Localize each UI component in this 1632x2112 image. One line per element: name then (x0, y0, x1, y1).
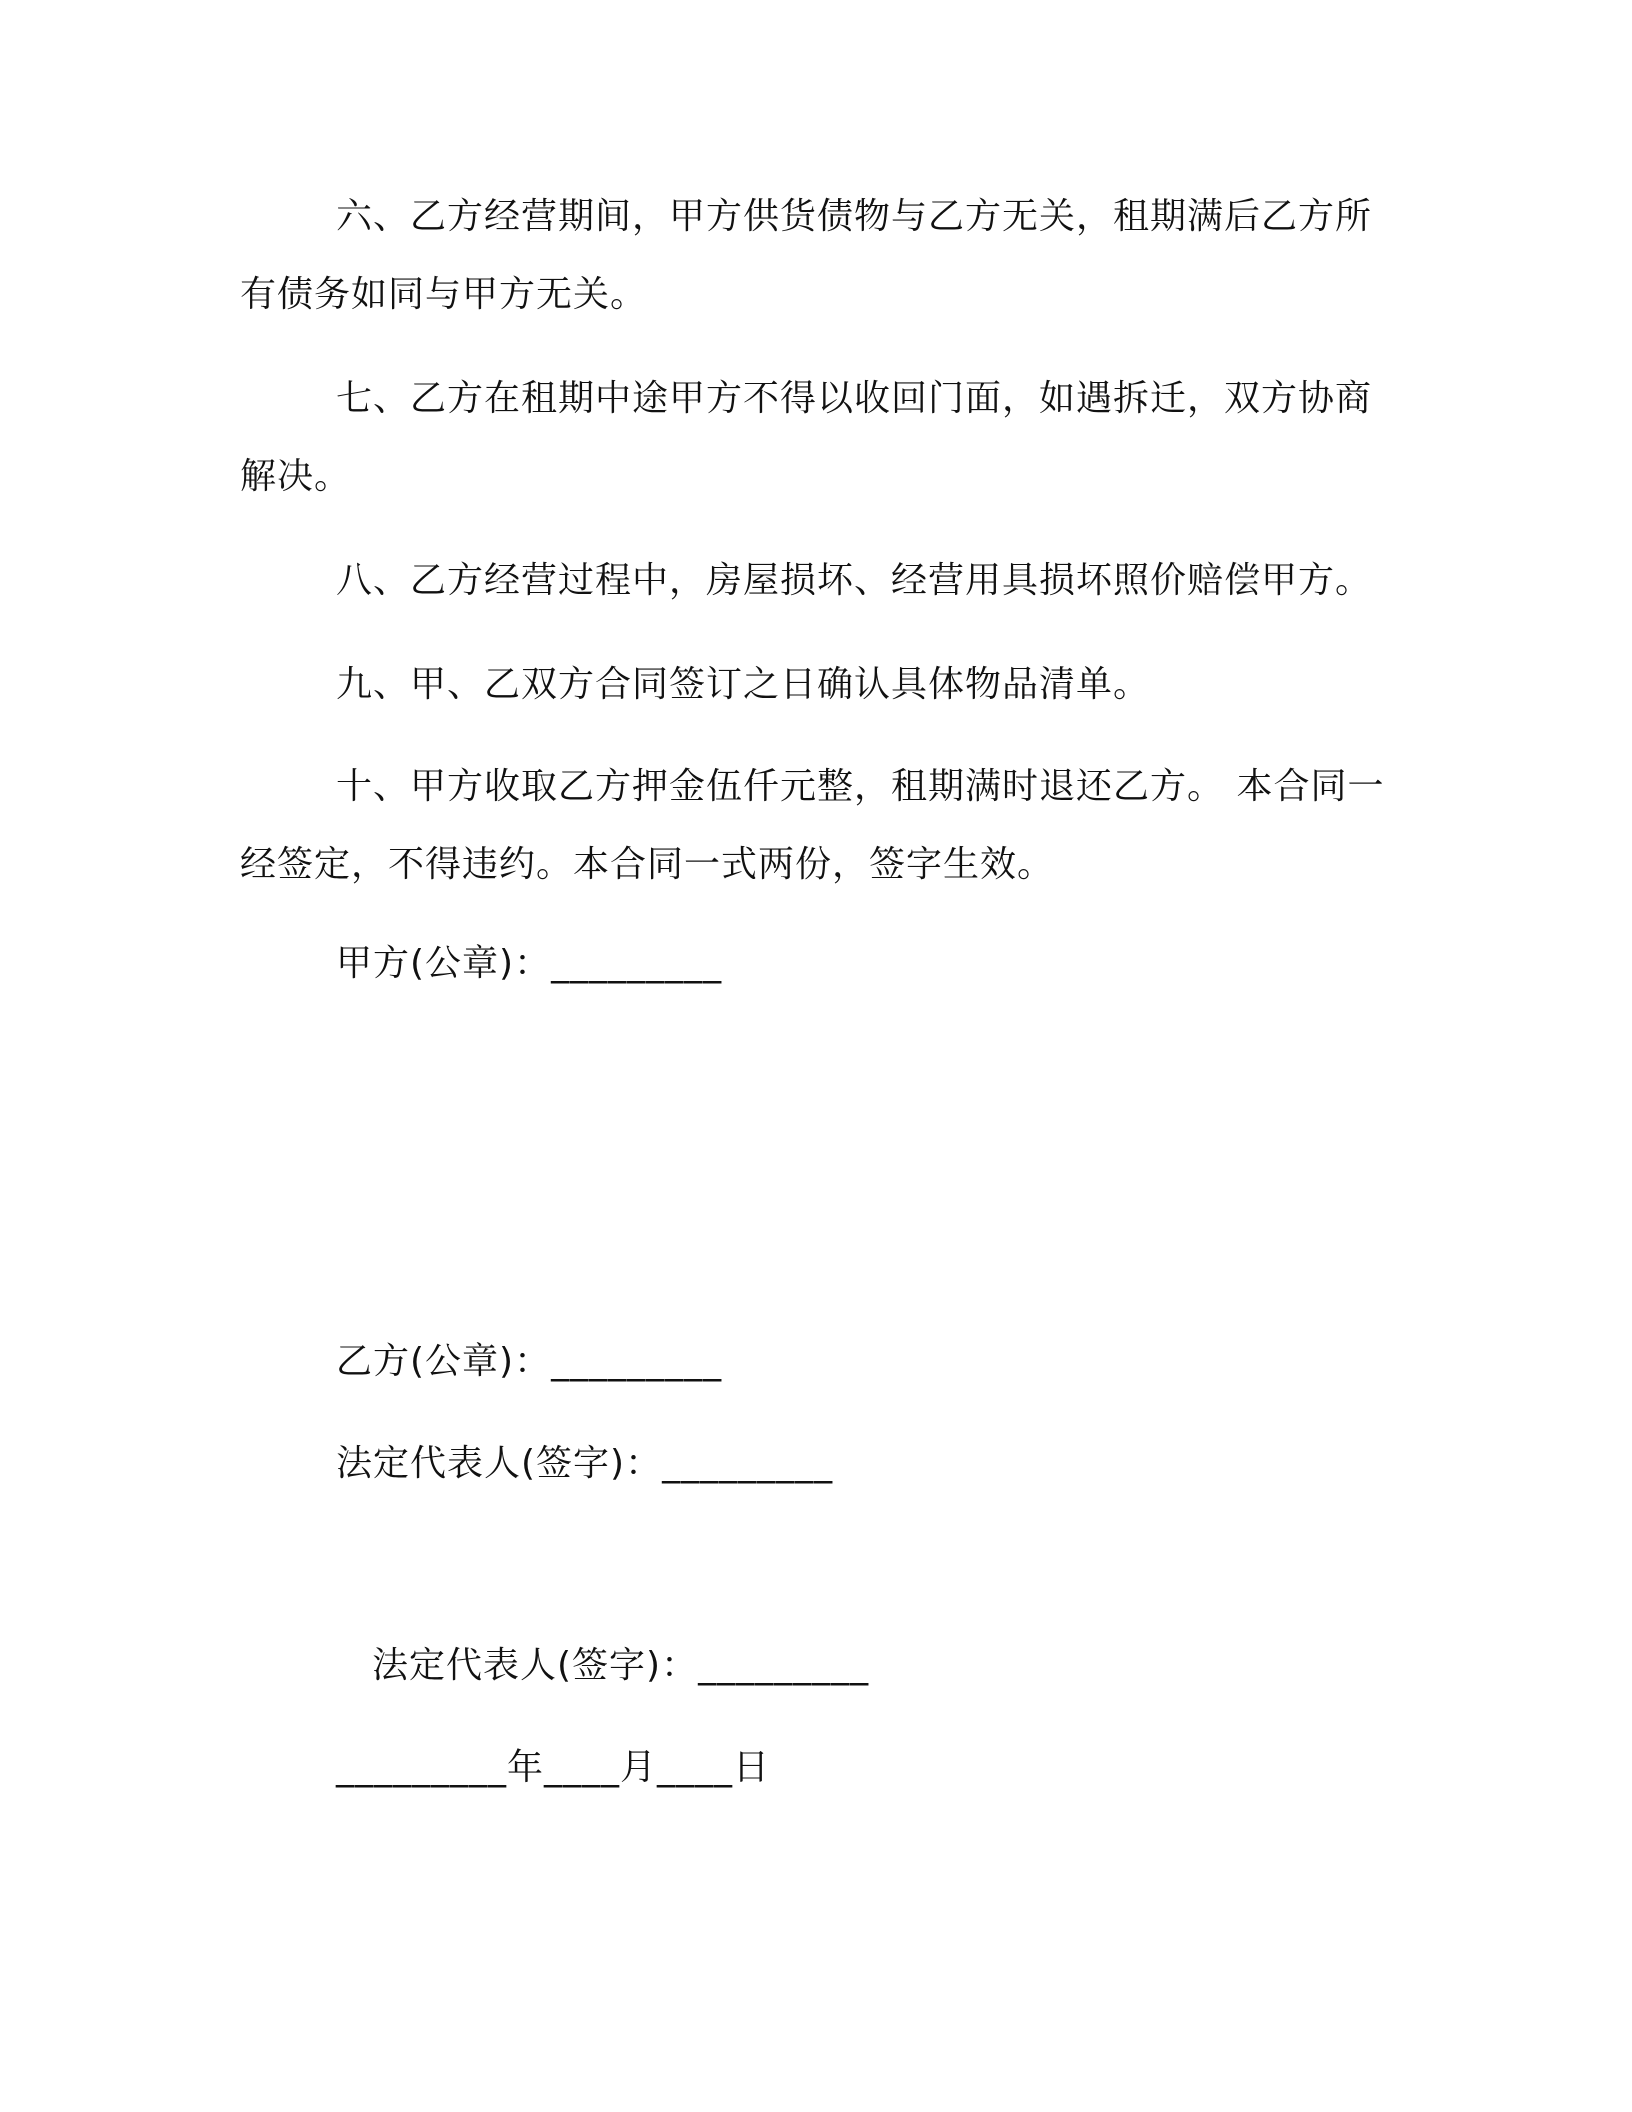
clause-ten: 十、甲方收取乙方押金伍仟元整，租期满时退还乙方。 本合同一经签定，不得违约。本合同一式两份，签字生效。 (240, 766, 1385, 885)
legal-representative-signature-line-2: 法定代表人(签字)：_________ (372, 1645, 870, 1686)
signing-date-line: _________年____月____日 (336, 1747, 770, 1788)
clause-eight: 八、乙方经营过程中，房屋损坏、经营用具损坏照价赔偿甲方。 (336, 560, 1373, 601)
clause-six: 六、乙方经营期间，甲方供货债物与乙方无关，租期满后乙方所有债务如同与甲方无关。 (240, 196, 1373, 315)
party-a-seal-line: 甲方(公章)：_________ (336, 943, 723, 984)
clause-seven: 七、乙方在租期中途甲方不得以收回门面，如遇拆迁，双方协商解决。 (240, 378, 1373, 497)
legal-representative-signature-line: 法定代表人(签字)：_________ (336, 1443, 834, 1484)
party-b-seal-line: 乙方(公章)：_________ (336, 1341, 723, 1382)
clause-nine: 九、甲、乙双方合同签订之日确认具体物品清单。 (336, 664, 1151, 705)
